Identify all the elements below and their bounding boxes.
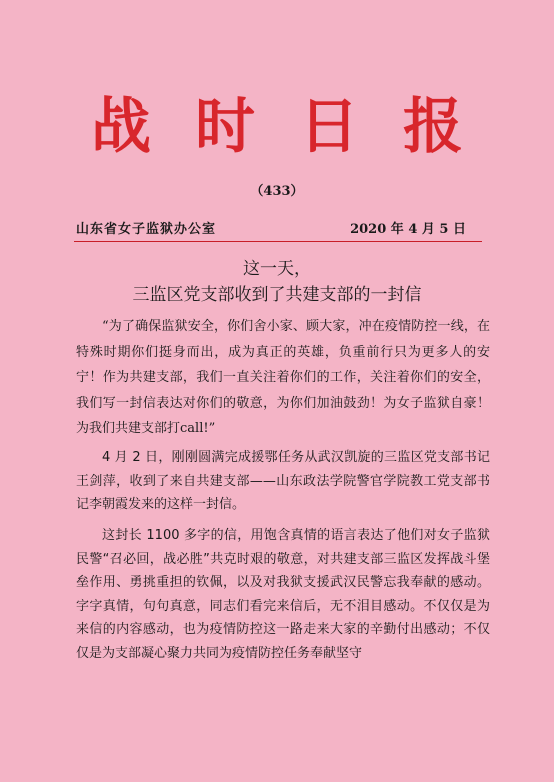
letter-quote: “为了确保监狱安全，你们舍小家、顾大家，冲在疫情防控一线，在特殊时期你们挺身而出，成为真正的英雄，负重前行只为更多人的安宁！作为共建支部，我们一直关注着你们的工作，关注着你们的安全，我们写一封信表达对你们的敬意，为你们加油鼓劲！为女子监狱自豪！为我们共建支部打call!” bbox=[76, 319, 490, 436]
issue-number: （433） bbox=[250, 184, 304, 199]
headline-line-2: 三监区党支部收到了共建支部的一封信 bbox=[132, 285, 422, 305]
masthead-title: 战时日报 bbox=[91, 92, 507, 162]
paragraph-2: 这封长 1100 多字的信，用饱含真情的语言表达了他们对女子监狱民警“召必回，战必胜”共克时艰的敬意，对共建支部三监区发挥战斗堡垒作用、勇挑重担的钦佩，以及对我狱支援武汉民警忘我奉献的感动。字字真情，句句真意，同志们看完来信后，无不泪目感动。不仅仅是为来信的内容感动，也为疫情防控这一路走来大家的辛勤付出感动；不仅仅是为支部凝心聚力共同为疫情防控任务奉献坚守 bbox=[76, 528, 490, 661]
headline-line-1: 这一天， bbox=[243, 259, 311, 279]
issue-date: 2020 年 4 月 5 日 bbox=[350, 222, 466, 237]
paragraph-1: 4 月 2 日，刚刚圆满完成援鄂任务从武汉凯旋的三监区党支部书记王剑萍，收到了来自共建支部——山东政法学院警官学院教工党支部书记李朝霞发来的这样一封信。 bbox=[76, 450, 490, 512]
header-divider bbox=[74, 241, 482, 242]
publisher: 山东省女子监狱办公室 bbox=[76, 222, 217, 237]
article-headline bbox=[0, 256, 554, 308]
